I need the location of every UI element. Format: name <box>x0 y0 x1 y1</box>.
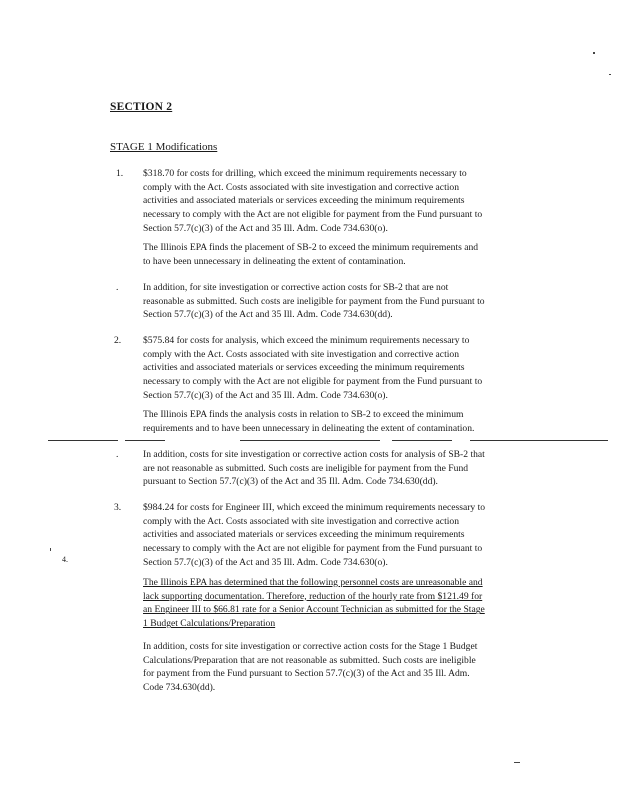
scan-artifact-line <box>392 440 452 441</box>
paragraph-line: Section 57.7(c)(3) of the Act and 35 Ill. Adm. Code 734.630(o). <box>143 556 388 568</box>
paragraph-line: 1 Budget Calculations/Preparation <box>143 618 276 630</box>
paragraph-line: Section 57.7(c)(3) of the Act and 35 Ill. Adm. Code 734.630(o). <box>143 389 388 401</box>
paragraph-line: Code 734.630(dd). <box>143 682 216 694</box>
paragraph-finding-1 <box>143 241 548 268</box>
scan-artifact-line <box>48 440 118 441</box>
paragraph-addition-1 <box>143 281 548 322</box>
paragraph-line: The Illinois EPA finds the placement of SB-2 to exceed the minimum requirements and <box>143 242 479 253</box>
item-number: 3. <box>114 502 122 513</box>
paragraph-line: activities and associated materials or services exceeding the minimum requirements <box>143 362 465 374</box>
scan-artifact-line <box>470 440 608 441</box>
scan-speck <box>514 762 520 763</box>
paragraph-line: In addition, for site investigation or corrective action costs for SB-2 that are not <box>143 282 449 293</box>
scan-artifact-line <box>240 440 380 441</box>
paragraph-finding-2 <box>143 408 548 435</box>
scan-artifact-line <box>125 440 165 441</box>
paragraph-line: The Illinois EPA has determined that the following personnel costs are unreasonable and <box>143 577 483 588</box>
paragraph-addition-2 <box>143 448 548 489</box>
paragraph-line: necessary to comply with the Act are not eligible for payment from the Fund pursuant to <box>143 209 483 221</box>
paragraph-line: comply with the Act. Costs associated with site investigation and corrective action <box>143 181 459 193</box>
stage-heading: STAGE 1 Modifications <box>110 141 218 153</box>
paragraph-line: Section 57.7(c)(3) of the Act and 35 Ill. Adm. Code 734.630(dd). <box>143 309 393 321</box>
paragraph-finding-3 <box>143 576 548 631</box>
paragraph-item-3 <box>143 501 548 570</box>
item-number: . <box>116 282 119 293</box>
scan-speck <box>593 52 595 54</box>
paragraph-line: $575.84 for costs for analysis, which exceed the minimum requirements necessary to <box>143 335 470 346</box>
paragraph-line: comply with the Act. Costs associated with site investigation and corrective action <box>143 515 459 527</box>
paragraph-line: activities and associated materials or services exceeding the minimum requirements <box>143 195 465 207</box>
paragraph-line: The Illinois EPA finds the analysis costs in relation to SB-2 to exceed the minimum <box>143 409 464 420</box>
scan-speck <box>50 548 51 551</box>
paragraph-addition-3 <box>143 640 548 695</box>
paragraph-line: Calculations/Preparation that are not reasonable as submitted. Such costs are ineligible <box>143 654 476 666</box>
margin-mark: 4. <box>62 555 68 564</box>
item-number: 1. <box>116 168 124 179</box>
paragraph-line: comply with the Act. Costs associated with site investigation and corrective action <box>143 348 459 360</box>
paragraph-line: In addition, costs for site investigation or corrective action costs for the Stage 1 Budget <box>143 641 478 652</box>
paragraph-line: $318.70 for costs for drilling, which exceed the minimum requirements necessary to <box>143 168 467 179</box>
paragraph-line: an Engineer III to $66.81 rate for a Senior Account Technician as submitted for the Stage <box>143 604 485 616</box>
paragraph-item-1 <box>143 167 548 236</box>
paragraph-line: reasonable as submitted. Such costs are ineligible for payment from the Fund pursuant to <box>143 295 485 307</box>
paragraph-line: $984.24 for costs for Engineer III, which exceed the minimum requirements necessary to <box>143 502 486 513</box>
item-number: . <box>116 449 119 460</box>
paragraph-line: necessary to comply with the Act are not eligible for payment from the Fund pursuant to <box>143 543 483 555</box>
paragraph-line: to have been unnecessary in delineating the extent of contamination. <box>143 255 406 267</box>
paragraph-line: necessary to comply with the Act are not eligible for payment from the Fund pursuant to <box>143 376 483 388</box>
paragraph-line: Section 57.7(c)(3) of the Act and 35 Ill. Adm. Code 734.630(o). <box>143 222 388 234</box>
paragraph-line: lack supporting documentation. Therefore, reduction of the hourly rate from $121.49 for <box>143 590 483 602</box>
paragraph-line: are not reasonable as submitted. Such costs are ineligible for payment from the Fund <box>143 462 469 474</box>
item-number: 2. <box>114 335 122 346</box>
paragraph-item-2 <box>143 334 548 403</box>
paragraph-line: pursuant to Section 57.7(c)(3) of the Act and 35 Ill. Adm. Code 734.630(dd). <box>143 476 438 488</box>
paragraph-line: In addition, costs for site investigation or corrective action costs for analysis of SB-2 that <box>143 449 485 460</box>
paragraph-line: activities and associated materials or services exceeding the minimum requirements <box>143 529 465 541</box>
section-heading: SECTION 2 <box>110 101 173 113</box>
paragraph-line: requirements and to have been unnecessary in delineating the extent of contamination. <box>143 422 475 434</box>
scan-speck <box>609 74 611 75</box>
paragraph-line: for payment from the Fund pursuant to Section 57.7(c)(3) of the Act and 35 Ill. Adm. <box>143 668 470 680</box>
